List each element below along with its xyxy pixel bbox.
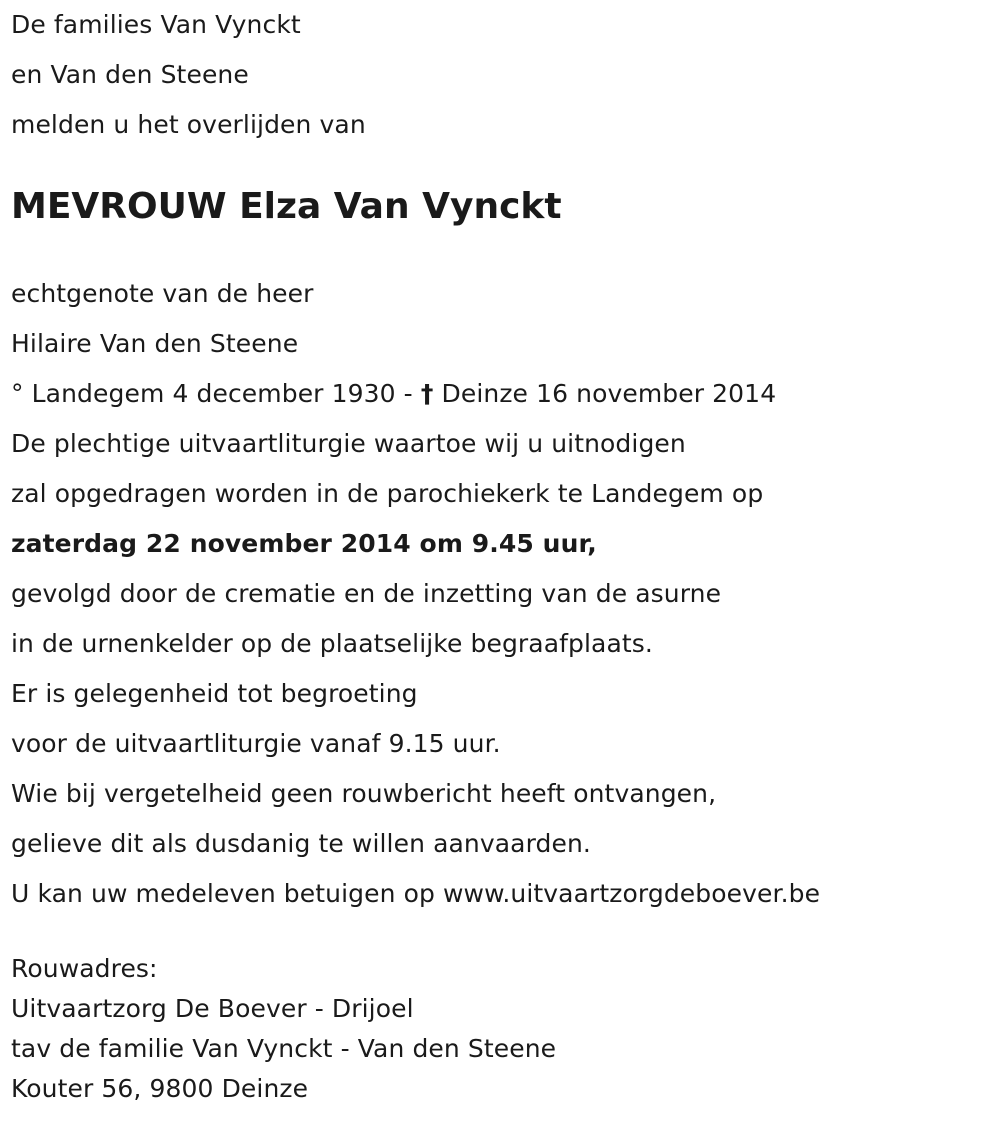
intro-announcement: melden u het overlijden van bbox=[11, 110, 366, 139]
liturgy-line-1: De plechtige uitvaartliturgie waartoe wij u uitnodigen bbox=[11, 429, 686, 458]
cremation-line-1: gevolgd door de crematie en de inzetting van de asurne bbox=[11, 579, 722, 608]
notice-line-2: gelieve dit als dusdanig te willen aanvaarden. bbox=[11, 829, 591, 858]
liturgy-line-2: zal opgedragen worden in de parochiekerk te Landegem op bbox=[11, 479, 764, 508]
address-line-1: Uitvaartzorg De Boever - Drijoel bbox=[11, 994, 414, 1023]
greeting-line-1: Er is gelegenheid tot begroeting bbox=[11, 679, 418, 708]
death-notice bbox=[11, 0, 991, 1109]
notice-line-1: Wie bij vergetelheid geen rouwbericht heeft ontvangen, bbox=[11, 779, 717, 808]
intro-block bbox=[11, 0, 991, 150]
address-line-2: tav de familie Van Vynckt - Van den Steene bbox=[11, 1034, 557, 1063]
birth-death-line bbox=[11, 369, 991, 419]
cremation-line-2: in de urnenkelder op de plaatselijke begraafplaats. bbox=[11, 629, 653, 658]
spouse-intro: echtgenote van de heer bbox=[11, 279, 314, 308]
intro-families-second: en Van den Steene bbox=[11, 60, 249, 89]
birth-info: ° Landegem 4 december 1930 - bbox=[11, 379, 421, 408]
address-line-3: Kouter 56, 9800 Deinze bbox=[11, 1074, 309, 1103]
cross-icon: † bbox=[420, 379, 434, 408]
death-info: Deinze 16 november 2014 bbox=[433, 379, 777, 408]
mourning-address bbox=[11, 949, 991, 1109]
spouse-name: Hilaire Van den Steene bbox=[11, 329, 299, 358]
details-block bbox=[11, 269, 991, 919]
condolence-line: U kan uw medeleven betuigen op www.uitvaartzorgdeboever.be bbox=[11, 879, 821, 908]
intro-families: De families Van Vynckt bbox=[11, 10, 301, 39]
funeral-date-time: zaterdag 22 november 2014 om 9.45 uur, bbox=[11, 529, 597, 558]
greeting-line-2: voor de uitvaartliturgie vanaf 9.15 uur. bbox=[11, 729, 501, 758]
deceased-name: MEVROUW Elza Van Vynckt bbox=[11, 186, 562, 227]
address-label: Rouwadres: bbox=[11, 954, 158, 983]
